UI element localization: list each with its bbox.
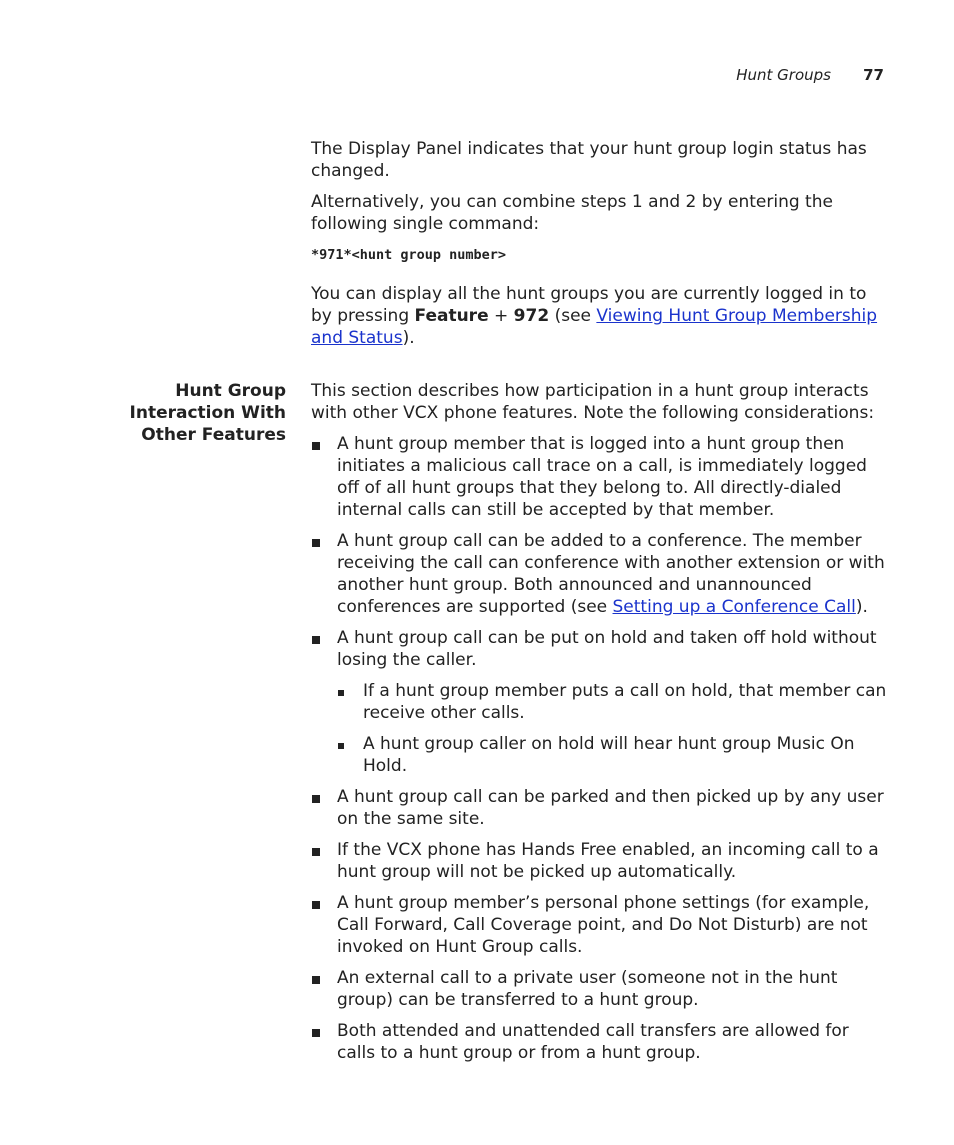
page-number: 77 [863,66,884,84]
sub-list-item: If a hunt group member puts a call on hold, that member can receive other calls. [337,680,891,724]
section-heading-line: Interaction With [129,403,286,423]
section-intro: This section describes how participation in a hunt group interacts with other VCX phone features. Note the following considerations: [311,381,875,423]
text: ). [402,328,415,348]
list-item: If the VCX phone has Hands Free enabled, an incoming call to a hunt group will not be picked up automatically. [311,839,891,883]
list-item: Both attended and unattended call transfers are allowed for calls to a hunt group or from a hunt group. [311,1020,891,1064]
considerations-list [311,433,891,1064]
list-item: A hunt group member that is logged into a hunt group then initiates a malicious call trace on a call, is immediately logged off of all hunt groups that they belong to. All directly-dialed internal calls can still be accepted by that member. [311,433,891,521]
key-name: Feature [414,306,489,326]
paragraph: Alternatively, you can combine steps 1 and 2 by entering the following single command: [311,192,833,234]
list-item: A hunt group member’s personal phone settings (for example, Call Forward, Call Coverage point, and Do Not Disturb) are not invoked on Hunt Group calls. [311,892,891,958]
list-item-text: A hunt group call can be put on hold and taken off hold without losing the caller. [337,628,877,670]
code-command: *971*<hunt group number> [311,247,507,263]
page-header [0,66,954,88]
list-item [311,530,891,618]
sub-list-item: A hunt group caller on hold will hear hunt group Music On Hold. [337,733,891,777]
list-item [311,627,891,777]
text: (see [549,306,597,326]
section-heading-line: Hunt Group [175,381,286,401]
cross-reference-link[interactable]: Setting up a Conference Call [612,597,856,617]
main-content [311,138,891,1064]
list-item: A hunt group call can be parked and then picked up by any user on the same site. [311,786,891,830]
text: You can display all the hunt groups you are currently logged in to by pressing [311,284,867,326]
cross-reference-link[interactable]: Viewing Hunt Group Membership and Status [311,306,878,348]
running-section-title: Hunt Groups [736,66,831,84]
paragraph: The Display Panel indicates that your hunt group login status has changed. [311,139,867,181]
text: A hunt group call can be added to a conference. The member receiving the call can conference with another extension or with another hunt group. Both announced and unannounced conferences are supported (see [337,531,885,617]
text: ). [855,597,868,617]
key-number: 972 [513,306,550,326]
sub-list [337,680,891,777]
section-heading [100,380,286,446]
paragraph [311,283,891,349]
section-heading-line: Other Features [141,425,286,445]
text: + [488,306,514,326]
list-item: An external call to a private user (someone not in the hunt group) can be transferred to a hunt group. [311,967,891,1011]
